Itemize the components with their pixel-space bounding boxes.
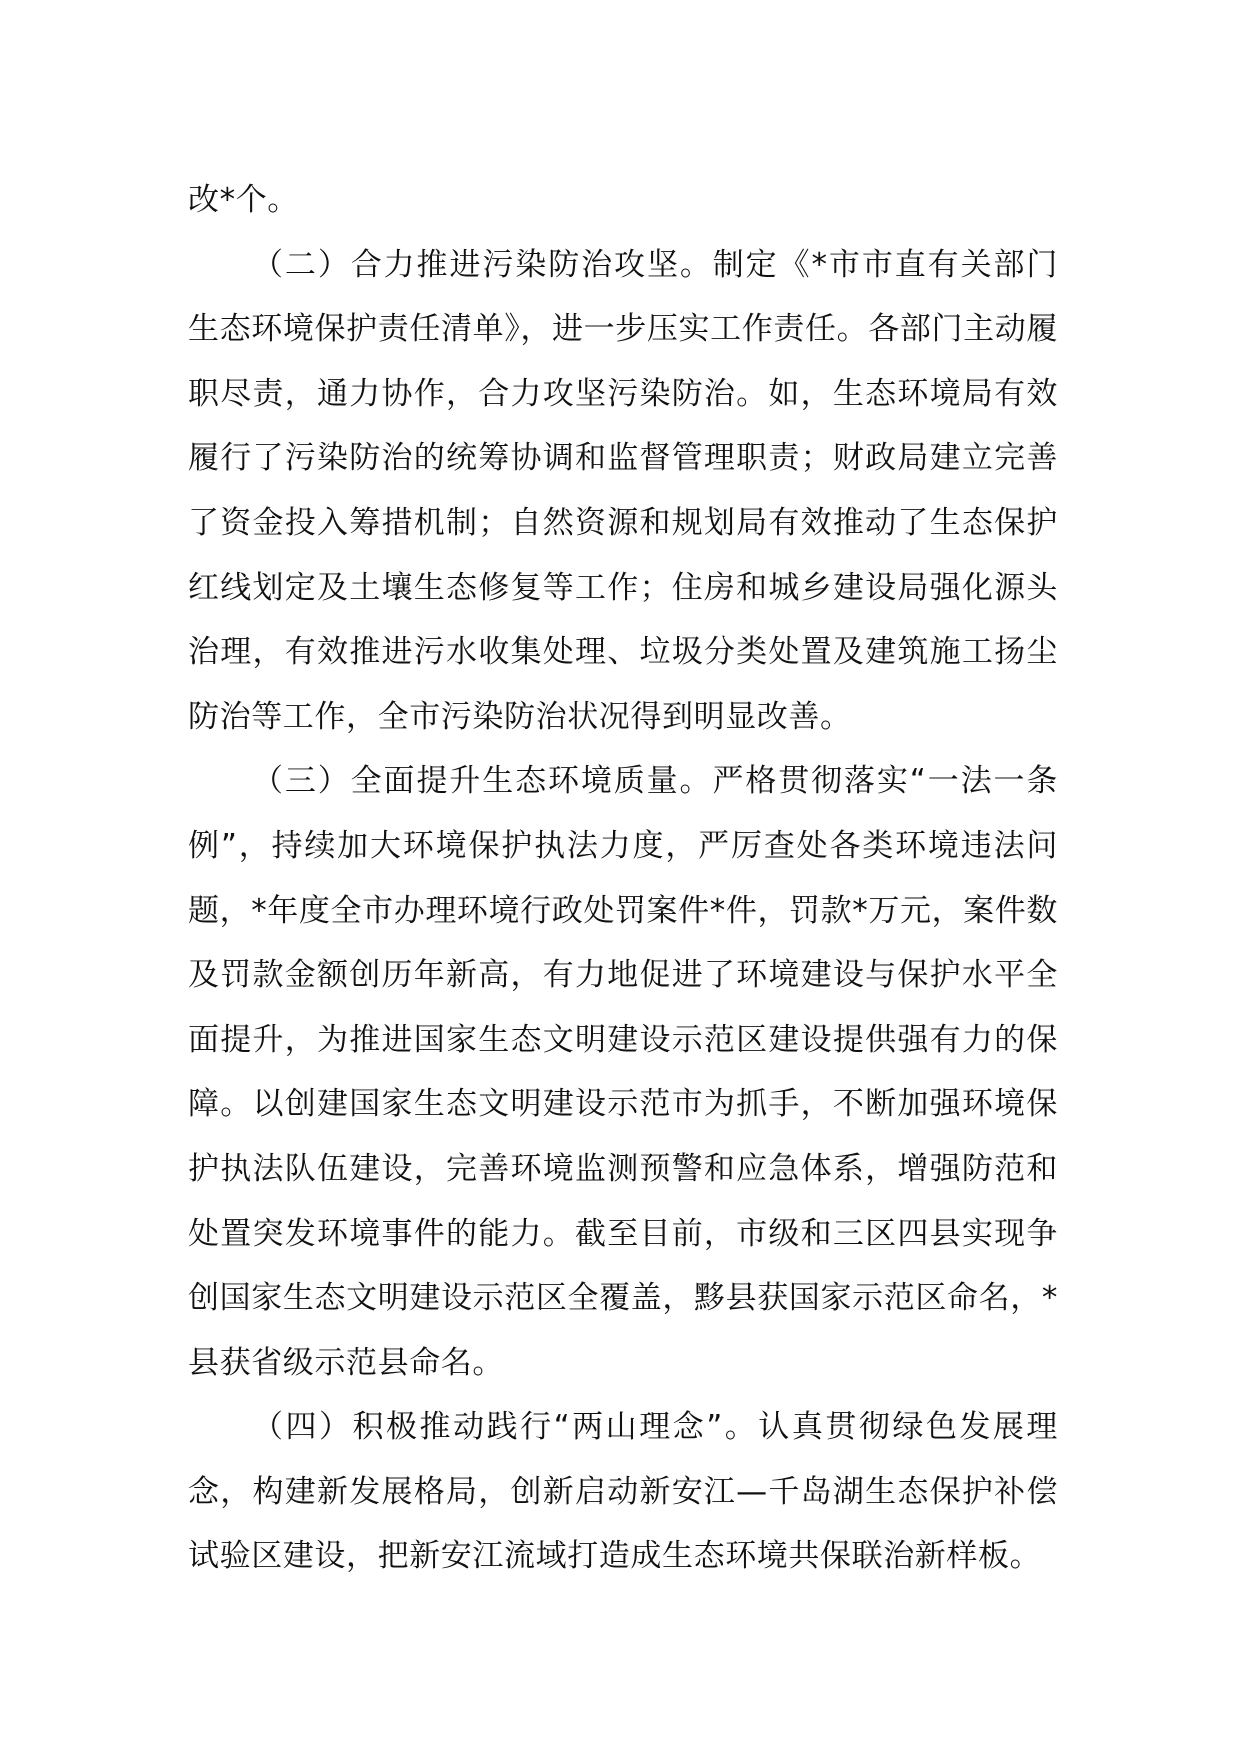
paragraph-two-mountains-concept: （四）积极推动践行“两山理念”。认真贯彻绿色发展理念，构建新发展格局，创新启动新安江—千岛湖生态保护补偿试验区建设，把新安江流域打造成生态环境共保联治新样板。 [188, 1409, 1058, 1575]
paragraph-environment-quality: （三）全面提升生态环境质量。严格贯彻落实“一法一条例”，持续加大环境保护执法力度，严厉查处各类环境违法问题，*年度全市办理环境行政处罚案件*件，罚款*万元，案件数及罚款金额创历年新高，有力地促进了环境建设与保护水平全面提升，为推进国家生态文明建设示范区建设提供强有力的保障。以创建国家生态文明建设示范市为抓手，不断加强环境保护执法队伍建设，完善环境监测预警和应急体系，增强防范和处置突发环境事件的能力。截至目前，市级和三区四县实现争创国家生态文明建设示范区全覆盖，黟县获国家示范区命名，*县获省级示范县命名。 [188, 763, 1058, 1381]
paragraph-pollution-prevention: （二）合力推进污染防治攻坚。制定《*市市直有关部门生态环境保护责任清单》，进一步压实工作责任。各部门主动履职尽责，通力协作，合力攻坚污染防治。如，生态环境局有效履行了污染防治的统筹协调和监督管理职责；财政局建立完善了资金投入筹措机制；自然资源和规划局有效推动了生态保护红线划定及土壤生态修复等工作；住房和城乡建设局强化源头治理，有效推进污水收集处理、垃圾分类处置及建筑施工扬尘防治等工作，全市污染防治状况得到明显改善。 [188, 246, 1058, 735]
paragraph-continuation: 改*个。 [188, 182, 299, 218]
document-page [188, 168, 1058, 1589]
